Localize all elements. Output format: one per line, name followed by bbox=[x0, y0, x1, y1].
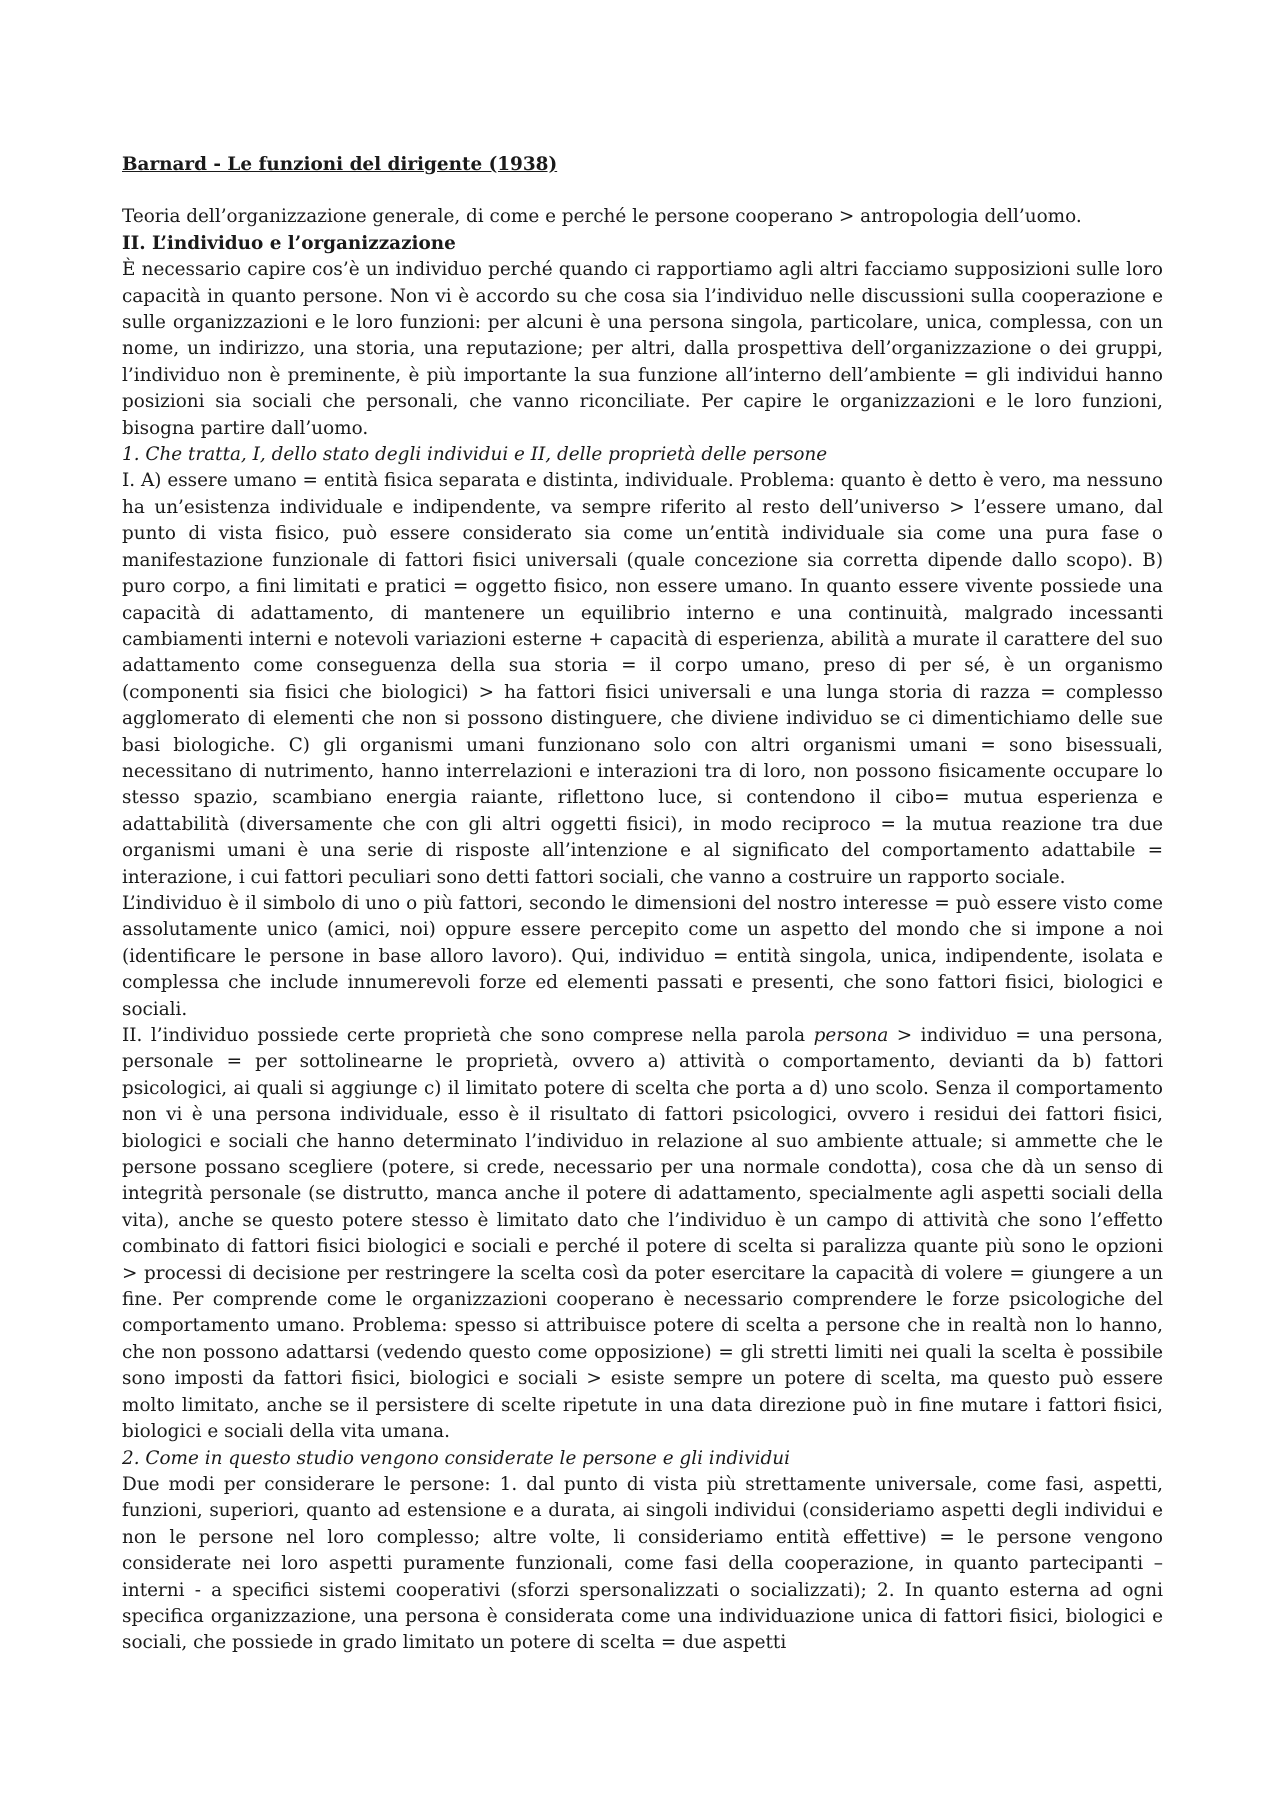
intro-line: Teoria dell’organizzazione generale, di come e perché le persone cooperano > antropologia dell’uomo. bbox=[122, 206, 1082, 228]
persona-term: persona bbox=[813, 1025, 889, 1046]
paragraph-2: I. A) essere umano = entità fisica separata e distinta, individuale. Problema: quanto è detto è vero, ma nessuno ha un’esistenza individuale e indipendente, va sempre riferito al resto dell’universo > l’essere umano, dal punto di vista fisico, può essere considerato sia come un’entità individuale sia come una pura fase o manifestazione funzionale di fattori fisici universali (quale concezione sia corretta dipende dallo scopo). B) puro corpo, a fini limitati e pratici = oggetto fisico, non essere umano. In quanto essere vivente possiede una capacità di adattamento, di mantenere un equilibrio interno e una continuità, malgrado incessanti cambiamenti interni e notevoli variazioni esterne + capacità di esperienza, abilità a murate il carattere del suo adattamento come conseguenza della sua storia = il corpo umano, preso di per sé, è un organismo (componenti sia fisici che biologici) > ha fattori fisici universali e una lunga storia di razza = complesso agglomerato di elementi che non si possono distinguere, che diviene individuo se ci dimentichiamo delle sue basi biologiche. C) gli organismi umani funzionano solo con altri organismi umani = sono bisessuali, necessitano di nutrimento, hanno interrelazioni e interazioni tra di loro, non possono fisicamente occupare lo stesso spazio, scambiano energia raiante, riflettono luce, si contendono il cibo= mutua esperienza e adattabilità (diversamente che con gli altri oggetti fisici), in modo reciproco = la mutua reazione tra due organismi umani è una serie di risposte all’intenzione e al significato del comportamento adattabile = interazione, i cui fattori peculiari sono detti fattori sociali, che vanno a costruire un rapporto sociale. bbox=[122, 470, 1163, 888]
paragraph-3: L’individuo è il simbolo di uno o più fattori, secondo le dimensioni del nostro interesse = può essere visto come assolutamente unico (amici, noi) oppure essere percepito come un aspetto del mondo che si impone a noi (identificare le persone in base alloro lavoro). Qui, individuo = entità singola, unica, indipendente, isolata e complessa che include innumerevoli forze ed elementi passati e presenti, che sono fattori fisici, biologici e sociali. bbox=[122, 892, 1163, 1020]
paragraph-5: Due modi per considerare le persone: 1. dal punto di vista più strettamente universale, come fasi, aspetti, funzioni, superiori, quanto ad estensione e a durata, ai singoli individui (consideriamo aspetti degli individui e non le persone nel loro complesso; altre volte, li consideriamo entità effettive) = le persone vengono considerate nei loro aspetti puramente funzionali, come fasi della cooperazione, in quanto partecipanti – interni - a specifici sistemi cooperativi (sforzi spersonalizzati o socializzati); 2. In quanto esterna ad ogni specifica organizzazione, una persona è considerata come una individuazione unica di fattori fisici, biologici e sociali, che possiede in grado limitato un potere di scelta = due aspetti bbox=[122, 1473, 1163, 1654]
subheading-1: 1. Che tratta, I, dello stato degli individui e II, delle proprietà delle persone bbox=[122, 444, 828, 466]
paragraph-4-start: II. l’individuo possiede certe proprietà che sono comprese nella parola bbox=[122, 1025, 814, 1046]
section-heading: II. L’individuo e l’organizzazione bbox=[122, 232, 456, 254]
paragraph-4 bbox=[122, 1023, 1163, 1446]
document-title: Barnard - Le funzioni del dirigente (1938) bbox=[122, 154, 558, 175]
subheading-2: 2. Come in questo studio vengono considerate le persone e gli individui bbox=[122, 1447, 790, 1469]
paragraph-4-rest: > individuo = una persona, personale = per sottolinearne le proprietà, ovvero a) attività o comportamento, devianti da b) fattori psicologici, ai quali si aggiunge c) il limitato potere di scelta che porta a d) uno scolo. Senza il comportamento non vi è una persona individuale, esso è il risultato di fattori psicologici, ovvero i residui dei fattori fisici, biologici e sociali che hanno determinato l’individuo in relazione al suo ambiente attuale; si ammette che le persone possano scegliere (potere, si crede, necessario per una normale condotta), cosa che dà un senso di integrità personale (se distrutto, manca anche il potere di adattamento, specialmente agli aspetti sociali della vita), anche se questo potere stesso è limitato dato che l’individuo è un campo di attività che sono l’effetto combinato di fattori fisici biologici e sociali e perché il potere di scelta si paralizza quante più sono le opzioni > processi di decisione per restringere la scelta così da poter esercitare la capacità di volere = giungere a un fine. Per comprende come le organizzazioni cooperano è necessario comprendere le forze psicologiche del comportamento umano. Problema: spesso si attribuisce potere di scelta a persone che in realtà non lo hanno, che non possono adattarsi (vedendo questo come opposizione) = gli stretti limiti nei quali la scelta è possibile sono imposti da fattori fisici, biologici e sociali > esiste sempre un potere di scelta, ma questo può essere molto limitato, anche se il persistere di scelte ripetute in una data direzione può in fine mutare i fattori fisici, biologici e sociali della vita umana. bbox=[122, 1025, 1163, 1443]
paragraph-1: È necessario capire cos’è un individuo perché quando ci rapportiamo agli altri facciamo supposizioni sulle loro capacità in quanto persone. Non vi è accordo su che cosa sia l’individuo nelle discussioni sulla cooperazione e sulle organizzazioni e le loro funzioni: per alcuni è una persona singola, particolare, unica, complessa, con un nome, un indirizzo, una storia, una reputazione; per altri, dalla prospettiva dell’organizzazione o dei gruppi, l’individuo non è preminente, è più importante la sua funzione all’interno dell’ambiente = gli individui hanno posizioni sia sociali che personali, che vanno riconciliate. Per capire le organizzazioni e le loro funzioni, bisogna partire dall’uomo. bbox=[122, 259, 1163, 439]
